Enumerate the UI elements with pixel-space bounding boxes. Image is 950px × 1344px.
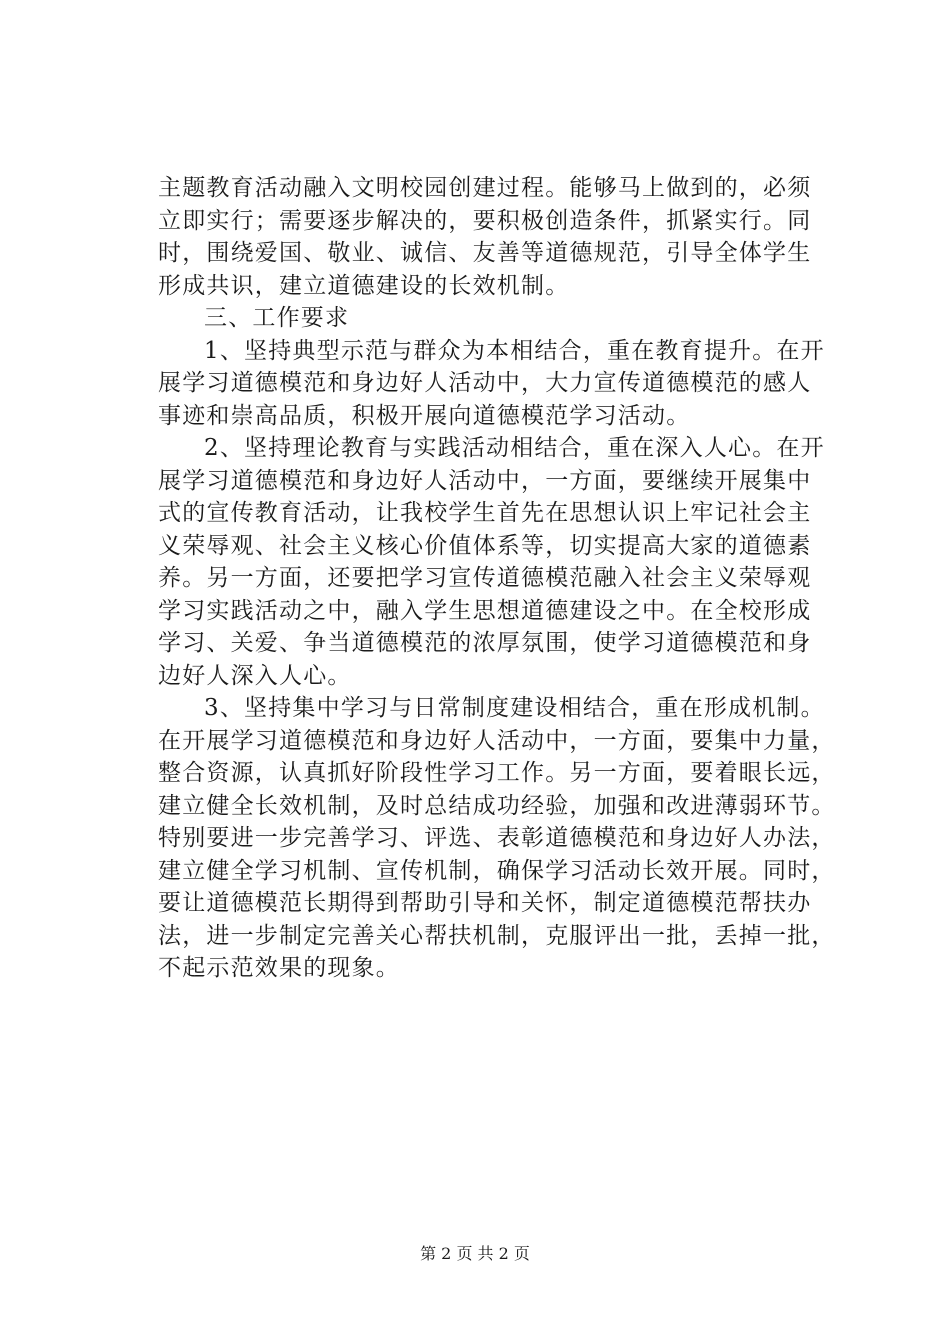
text-line: 建立健全学习机制、宣传机制，确保学习活动长效开展。同时， xyxy=(158,857,836,884)
text-line: 展学习道德模范和身边好人活动中，一方面，要继续开展集中 xyxy=(158,467,812,494)
text-line: 不起示范效果的现象。 xyxy=(158,955,400,981)
text-line: 边好人深入人心。 xyxy=(158,662,352,689)
text-line: 义荣辱观、社会主义核心价值体系等，切实提高大家的道德素 xyxy=(158,532,812,559)
text-line: 主题教育活动融入文明校园创建过程。能够马上做到的，必须 xyxy=(158,175,812,201)
text-line: 形成共识，建立道德建设的长效机制。 xyxy=(158,272,570,299)
text-line: 事迹和崇高品质，积极开展向道德模范学习活动。 xyxy=(158,402,691,429)
text-line: 展学习道德模范和身边好人活动中，大力宣传道德模范的感人 xyxy=(158,370,812,396)
text-line: 三、工作要求 xyxy=(204,305,350,331)
text-line: 学习实践活动之中，融入学生思想道德建设之中。在全校形成 xyxy=(158,597,812,624)
text-line: 3、坚持集中学习与日常制度建设相结合，重在形成机制。 xyxy=(204,695,825,721)
text-line: 在开展学习道德模范和身边好人活动中，一方面，要集中力量， xyxy=(158,727,836,754)
text-line: 式的宣传教育活动，让我校学生首先在思想认识上牢记社会主 xyxy=(158,500,812,526)
page-footer: 第 2 页 共 2 页 xyxy=(420,1244,530,1263)
text-line: 学习、关爱、争当道德模范的浓厚氛围，使学习道德模范和身 xyxy=(158,630,812,656)
text-line: 要让道德模范长期得到帮助引导和关怀，制定道德模范帮扶办 xyxy=(158,890,812,916)
text-line: 1、坚持典型示范与群众为本相结合，重在教育提升。在开 xyxy=(204,337,825,364)
text-line: 养。另一方面，还要把学习宣传道德模范融入社会主义荣辱观 xyxy=(158,565,812,591)
text-line: 立即实行；需要逐步解决的，要积极创造条件，抓紧实行。同 xyxy=(158,207,812,234)
text-line: 时，围绕爱国、敬业、诚信、友善等道德规范，引导全体学生 xyxy=(158,240,812,266)
text-line: 整合资源，认真抓好阶段性学习工作。另一方面，要着眼长远， xyxy=(158,760,836,786)
text-line: 建立健全长效机制，及时总结成功经验，加强和改进薄弱环节。 xyxy=(158,792,836,819)
text-line: 特别要进一步完善学习、评选、表彰道德模范和身边好人办法， xyxy=(158,825,836,851)
document-body xyxy=(158,172,838,985)
text-line: 法，进一步制定完善关心帮扶机制，克服评出一批，丢掉一批， xyxy=(158,922,836,949)
text-line: 2、坚持理论教育与实践活动相结合，重在深入人心。在开 xyxy=(204,435,825,461)
